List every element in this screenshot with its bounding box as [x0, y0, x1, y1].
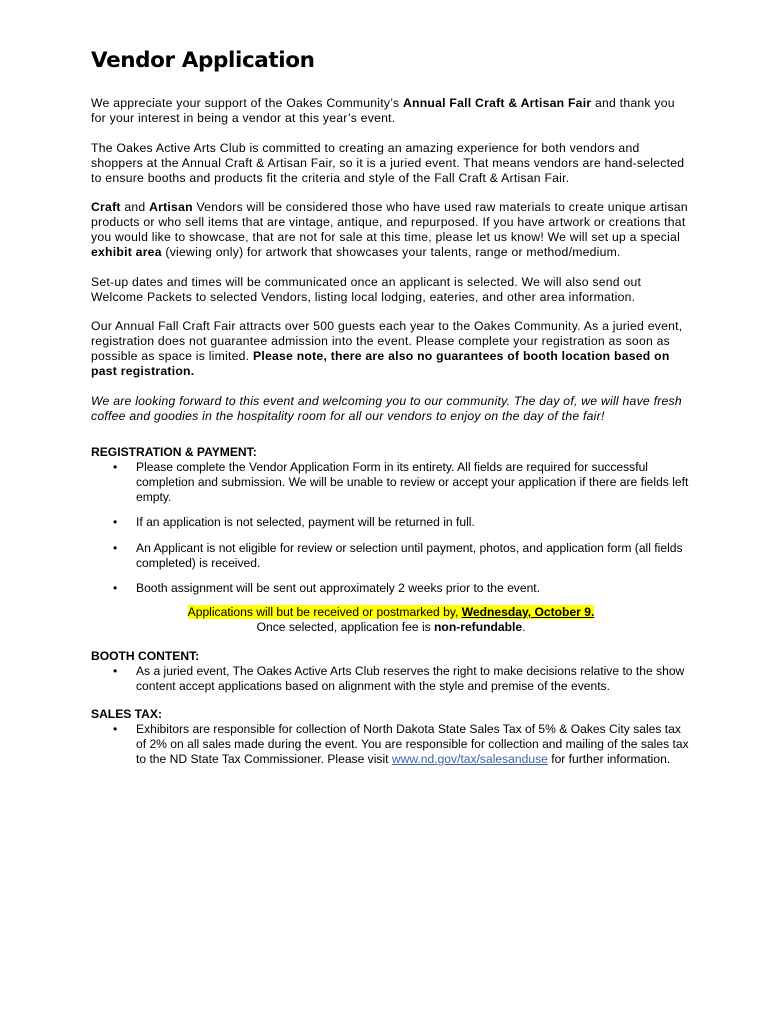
document-page: [91, 46, 691, 778]
list-item-text: As a juried event, The Oakes Active Arts Club reserves the right to make decisions relative to the show content accept applications based on alignment with the style and premise of the events.: [136, 664, 685, 693]
intro-text: We appreciate your support of the Oakes Community’s: [91, 96, 403, 110]
non-refundable-term: non-refundable: [434, 620, 523, 634]
list-item: [91, 722, 691, 767]
attendance-paragraph: [91, 319, 691, 379]
registration-heading: REGISTRATION & PAYMENT:: [91, 444, 257, 459]
fee-line: [91, 620, 691, 635]
list-item-text: Please complete the Vendor Application Form in its entirety. All fields are required for successful completion and submission. We will be unable to review or accept your application if there are fields left empty.: [136, 459, 689, 504]
bullet-icon: •: [113, 664, 118, 678]
and-text: and: [120, 200, 150, 214]
setup-paragraph: Set-up dates and times will be communicated once an applicant is selected. We will also send out Welcome Packets to selected Vendors, listing local lodging, eateries, and other area information.: [91, 274, 642, 304]
list-item: [91, 460, 691, 505]
list-item-text: Booth assignment will be sent out approximately 2 weeks prior to the event.: [136, 581, 541, 595]
deadline-date: Wednesday, October 9.: [461, 605, 595, 619]
list-item: [91, 515, 691, 530]
tax-website-link[interactable]: www.nd.gov/tax/salesanduse: [391, 752, 548, 766]
club-paragraph: The Oakes Active Arts Club is committed to creating an amazing experience for both vendors and shoppers at the Annual Craft & Artisan Fair, so it is a juried event. That means vendors are hand-selected to ensure booths and products fit the criteria and style of the Fall Craft & Artisan Fair.: [91, 140, 685, 185]
sales-tax-text-end: for further information.: [547, 752, 671, 766]
sales-tax-list: [91, 722, 691, 767]
list-item-text: If an application is not selected, payment will be returned in full.: [136, 515, 475, 529]
list-item-text: An Applicant is not eligible for review or selection until payment, photos, and application form (all fields completed) is received.: [136, 540, 683, 570]
event-name: Annual Fall Craft & Artisan Fair: [402, 96, 592, 110]
fee-period: .: [522, 620, 526, 634]
bullet-icon: •: [113, 515, 118, 529]
intro-text-end: and thank you for your interest in being a vendor at this year’s event.: [91, 96, 675, 125]
list-item: [91, 541, 691, 571]
bullet-icon: •: [113, 722, 118, 736]
deadline-text: Applications will but be received or postmarked by,: [187, 605, 462, 619]
deadline-highlight: [188, 605, 595, 619]
sales-tax-text: Exhibitors are responsible for collection of North Dakota State Sales Tax of 5% & Oakes City sales tax of 2% on all sales made during the event. You are responsible for collection and mailing of the sales tax to the ND State Tax Commissioner. Please visit: [136, 722, 689, 766]
artisan-term: Artisan: [149, 200, 193, 214]
booth-content-list: [91, 664, 691, 694]
list-item: [91, 664, 691, 694]
list-item: [91, 581, 691, 596]
craft-term: Craft: [91, 200, 121, 214]
bullet-icon: •: [113, 459, 118, 474]
booth-content-heading: BOOTH CONTENT:: [91, 649, 200, 663]
attendance-text: Our Annual Fall Craft Fair attracts over 500 guests each year to the Oakes Community. As a juried event, registration does not guarantee admission into the event. Please complete your registration as soon as possible as space is limited.: [91, 319, 683, 363]
page-title: Vendor Application: [91, 48, 315, 73]
exhibit-area-term: exhibit area: [91, 245, 162, 259]
exhibit-description: (viewing only) for artwork that showcases your talents, range or method/medium.: [161, 245, 621, 259]
deadline-line: [91, 605, 691, 620]
intro-paragraph: [91, 96, 691, 126]
registration-list: [91, 460, 691, 597]
bullet-icon: •: [113, 581, 118, 595]
sales-tax-heading: SALES TAX:: [91, 707, 162, 721]
fee-text: Once selected, application fee is: [256, 620, 435, 634]
bullet-icon: •: [113, 540, 118, 555]
craft-description: Vendors will be considered those who have used raw materials to create unique artisan products or who sell items that are vintage, antique, and repurposed. If you have artwork or creations that you would like to showcase, that are not for sale at this time, please let us know! We will set up a special: [91, 200, 688, 244]
welcome-paragraph: We are looking forward to this event and welcoming you to our community. The day of, we will have fresh coffee and goodies in the hospitality room for all our vendors to enjoy on the day of the fair!: [91, 393, 682, 423]
craft-artisan-paragraph: [91, 200, 691, 260]
booth-location-note: Please note, there are also no guarantees of booth location based on past registration.: [91, 349, 670, 378]
